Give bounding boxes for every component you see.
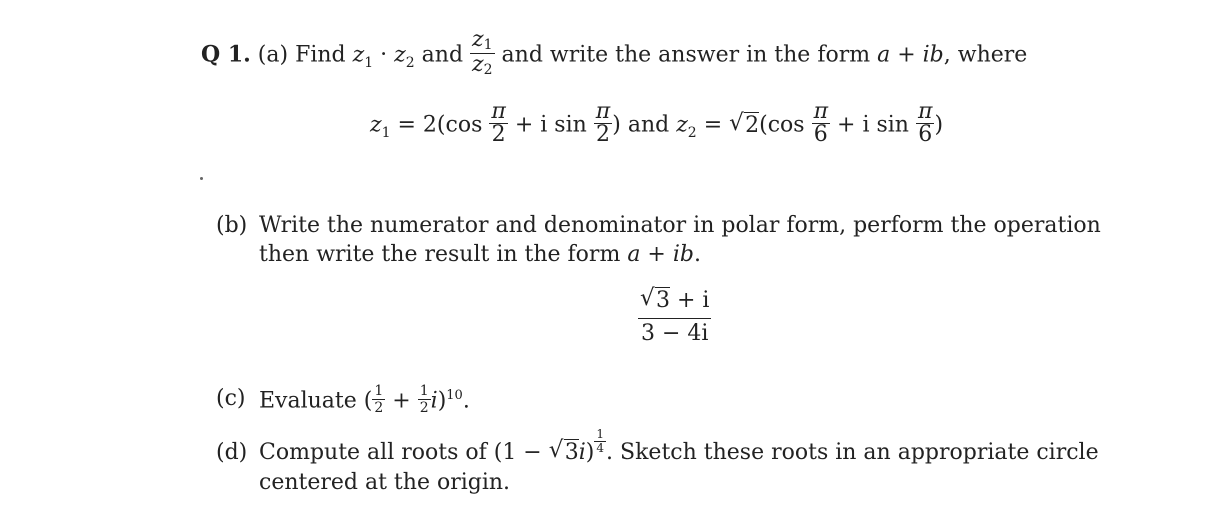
part-c-label: (c) — [216, 386, 246, 411]
plus-i-sin-1: + i sin — [507, 112, 594, 138]
pi-over-6-fraction-2 — [916, 99, 934, 147]
part-d-line2: centered at the origin. — [259, 470, 511, 495]
part-d-close: ) — [585, 440, 595, 465]
pi-symbol: π — [491, 99, 506, 124]
pi-symbol: π — [917, 99, 933, 124]
equation-z1-z2 — [370, 99, 944, 147]
plus-i-sin-2: + i sin — [830, 112, 916, 138]
stray-dot — [200, 177, 203, 180]
numerator-plus-i: + i — [670, 288, 710, 313]
sqrt-radicand: 2 — [745, 112, 760, 138]
sqrt-3 — [640, 287, 670, 315]
part-c-line — [259, 383, 470, 418]
pi-over-2-fraction-2 — [594, 99, 612, 147]
part-b-line1: Write the numerator and denominator in polar form, perform the operation — [259, 213, 1101, 238]
part-c-period: . — [462, 388, 470, 414]
eq-z1-var: z — [370, 112, 382, 138]
half-numerator: 1 — [419, 383, 429, 399]
complex-quotient — [638, 287, 711, 346]
sqrt-radicand: 3 — [656, 288, 670, 313]
part-c-exponent: 10 — [446, 387, 463, 403]
sqrt-3-d — [548, 437, 579, 466]
part-b-line2-text: then write the result in the form — [259, 242, 621, 267]
eq-z2-equals: = — [696, 112, 730, 138]
close-and: ) and — [612, 112, 677, 138]
part-d-line1 — [259, 426, 1099, 466]
sqrt-radicand: 3 — [564, 440, 579, 465]
frac-den-sub: 2 — [483, 62, 493, 78]
form-a: a — [877, 42, 891, 68]
pi-symbol: π — [813, 99, 829, 124]
form-ib: ib — [922, 42, 944, 68]
instruction-text: and write the answer in the form — [501, 42, 871, 68]
part-d-text-post: . Sketch these roots in an appropriate circle — [606, 440, 1099, 465]
part-d-i: i — [578, 440, 586, 465]
exponent-denominator: 4 — [596, 440, 605, 455]
part-b-fraction — [638, 287, 711, 346]
z1-over-z2-fraction — [470, 27, 495, 78]
eq-z2-sub: 2 — [687, 124, 697, 141]
frac-num-var: z — [472, 27, 484, 52]
denominator-2: 2 — [491, 122, 506, 147]
sqrt-sign: √ — [640, 285, 655, 311]
part-b-line2 — [259, 242, 701, 268]
quarter-exponent — [594, 426, 606, 455]
part-c-plus: + — [385, 388, 418, 414]
part-c-close: ) — [437, 388, 447, 414]
part-b-a: a — [627, 242, 641, 267]
eq-z1-equals: = 2(cos — [390, 112, 490, 138]
part-d-text-pre: Compute all roots of (1 − — [259, 440, 549, 465]
half-denominator: 2 — [419, 400, 429, 416]
pi-over-6-fraction-1 — [812, 99, 830, 147]
where-text: , where — [943, 42, 1028, 68]
quotient-denominator: 3 − 4i — [641, 321, 709, 346]
denominator-6: 6 — [918, 122, 933, 147]
denominator-2: 2 — [596, 122, 611, 147]
part-c-text: Evaluate ( — [259, 388, 373, 414]
sqrt-2 — [729, 109, 760, 139]
part-d-label: (d) — [216, 440, 248, 465]
close-paren: ) — [934, 112, 944, 138]
part-a-label: (a) Find — [257, 42, 346, 68]
form-plus: + — [890, 42, 923, 68]
z1-var: z — [352, 42, 365, 68]
z1-sub: 1 — [364, 54, 374, 71]
cos-open: (cos — [759, 112, 812, 138]
half-numerator: 1 — [374, 383, 384, 399]
denominator-6: 6 — [813, 122, 828, 147]
eq-z1-sub: 1 — [381, 124, 391, 141]
exponent-numerator: 1 — [596, 426, 605, 441]
part-b-label: (b) — [216, 213, 248, 238]
eq-z2-var: z — [676, 112, 688, 138]
half-denominator: 2 — [374, 400, 384, 416]
question-a-line — [201, 27, 1028, 79]
question-number: Q 1. — [201, 41, 251, 68]
z2-var: z — [394, 42, 406, 68]
and-word: and — [421, 42, 464, 68]
fraction-bar — [638, 318, 711, 319]
frac-den-var: z — [472, 52, 484, 77]
z2-sub: 2 — [405, 54, 415, 71]
part-b-plus: + — [640, 242, 673, 267]
part-b-period: . — [693, 242, 701, 267]
part-b-ib: ib — [672, 242, 694, 267]
half-fraction-1 — [372, 384, 385, 415]
frac-num-sub: 1 — [483, 37, 493, 53]
sqrt-sign: √ — [548, 437, 564, 463]
half-fraction-2 — [418, 384, 431, 415]
sqrt-sign: √ — [729, 109, 744, 136]
cdot-symbol: · — [380, 42, 388, 68]
part-c-i: i — [430, 388, 438, 414]
pi-over-2-fraction-1 — [489, 99, 507, 147]
pi-symbol: π — [595, 99, 611, 124]
